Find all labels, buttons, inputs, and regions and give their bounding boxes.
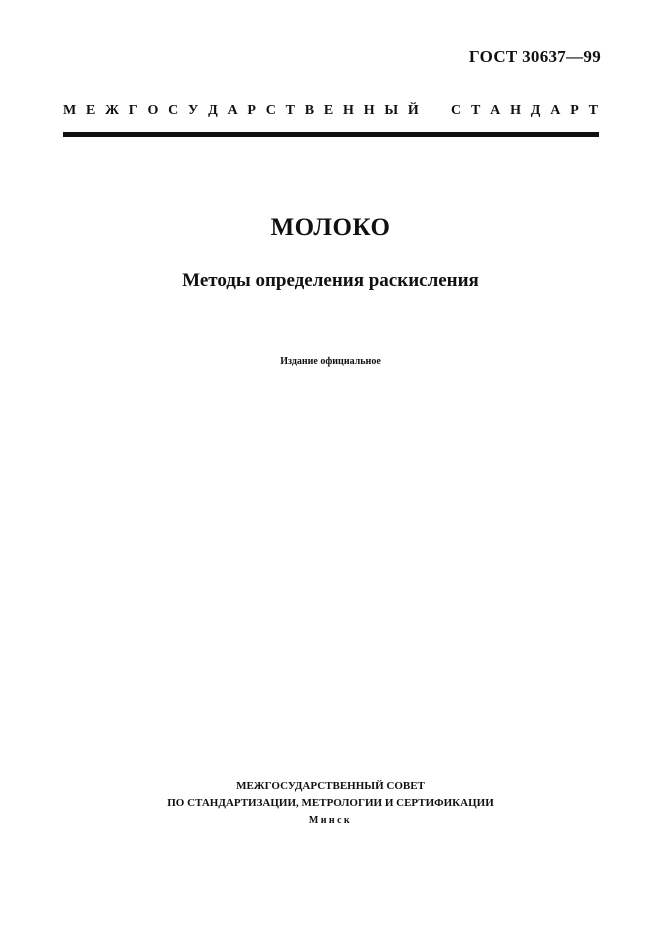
header-letter: Ы bbox=[384, 103, 399, 118]
header-letter: Р bbox=[570, 103, 579, 118]
header-letter: А bbox=[227, 103, 238, 118]
publisher-city: Минск bbox=[308, 815, 353, 826]
header-letter: В bbox=[304, 103, 315, 118]
header-word-standard bbox=[451, 103, 598, 119]
standard-type-header bbox=[63, 103, 598, 119]
document-number: ГОСТ 30637—99 bbox=[468, 47, 601, 66]
header-letter: Д bbox=[208, 103, 218, 118]
header-word-interstate bbox=[63, 103, 419, 119]
header-letter: Д bbox=[530, 103, 541, 118]
publisher-line-2: ПО СТАНДАРТИЗАЦИИ, МЕТРОЛОГИИ И СЕРТИФИКАЦИИ bbox=[167, 797, 494, 809]
header-rule bbox=[63, 132, 599, 137]
publisher-line-1: МЕЖГОСУДАРСТВЕННЫЙ СОВЕТ bbox=[236, 780, 425, 792]
document-subtitle: Методы определения раскисления bbox=[182, 270, 479, 291]
header-letter: О bbox=[147, 103, 159, 118]
header-letter: У bbox=[188, 103, 199, 118]
document-title: МОЛОКО bbox=[270, 214, 391, 241]
header-letter: Н bbox=[343, 103, 354, 118]
edition-note: Издание официальное bbox=[280, 356, 381, 367]
header-letter: Т bbox=[588, 103, 598, 118]
header-letter: Е bbox=[86, 103, 96, 118]
header-letter: С bbox=[168, 103, 179, 118]
publisher-block bbox=[0, 778, 661, 829]
header-letter: Н bbox=[363, 103, 375, 118]
header-letter: А bbox=[550, 103, 561, 118]
header-letter: Г bbox=[128, 103, 138, 118]
header-letter: Е bbox=[323, 103, 334, 118]
header-letter: С bbox=[265, 103, 276, 118]
header-letter: М bbox=[63, 103, 77, 118]
header-letter: Ж bbox=[105, 103, 119, 118]
header-letter: А bbox=[490, 103, 501, 118]
header-letter: С bbox=[451, 103, 462, 118]
header-letter: Т bbox=[285, 103, 296, 118]
header-letter: Н bbox=[510, 103, 521, 118]
header-letter: Т bbox=[470, 103, 481, 118]
header-letter: Р bbox=[247, 103, 256, 118]
header-letter: Й bbox=[407, 103, 419, 118]
